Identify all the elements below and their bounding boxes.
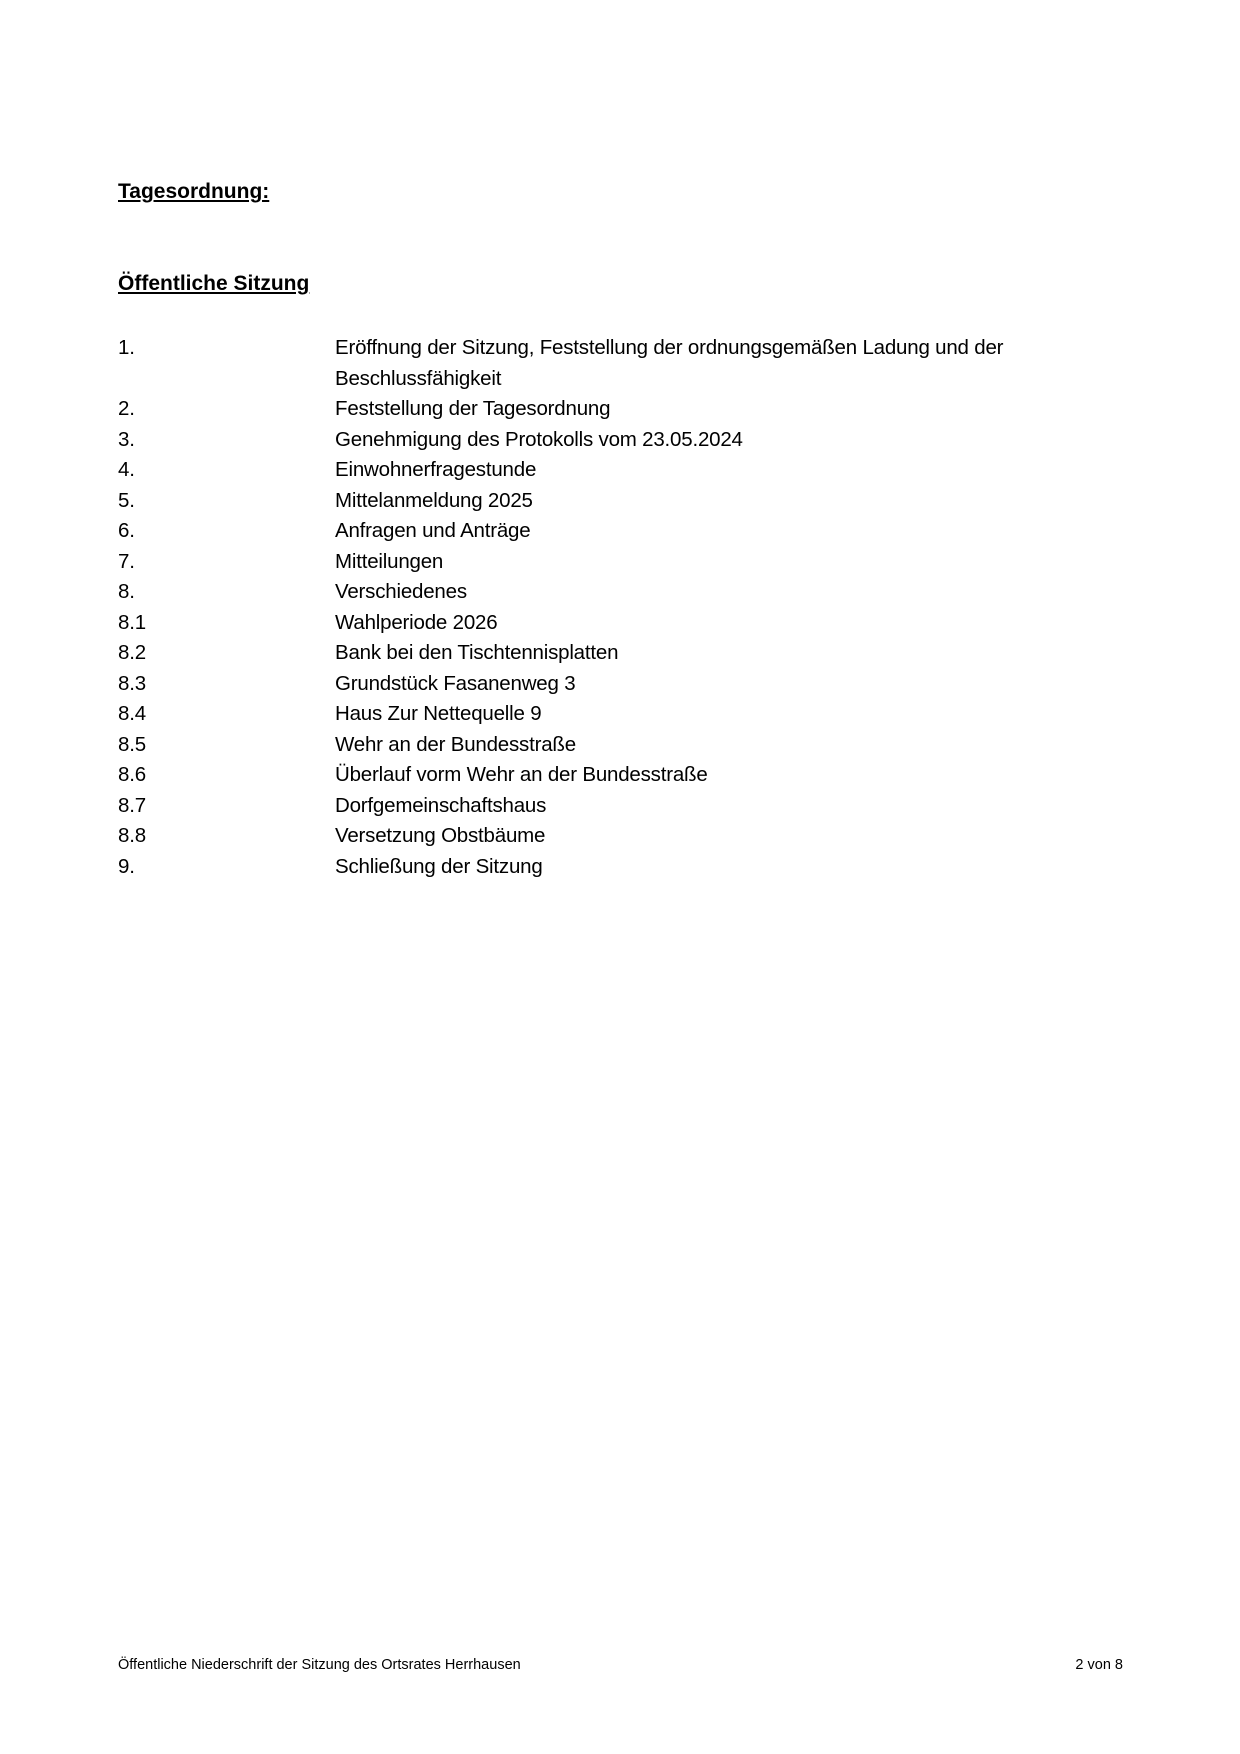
agenda-item [118, 486, 1078, 517]
section-title: Öffentliche Sitzung [118, 272, 310, 295]
agenda-item-text: Dorfgemeinschaftshaus [335, 793, 547, 817]
agenda-item [118, 516, 1078, 547]
agenda-item [118, 547, 1078, 578]
agenda-item-text: Feststellung der Tagesordnung [335, 397, 611, 420]
agenda-item-number: 2. [118, 397, 135, 420]
agenda-item-text: Mitteilungen [335, 549, 444, 573]
agenda-item-text: Haus Zur Nettequelle 9 [335, 702, 542, 725]
agenda-item-number: 8.6 [118, 763, 146, 786]
agenda-item [118, 730, 1078, 761]
agenda-item-number: 6. [118, 519, 135, 542]
agenda-item-text: Anfragen und Anträge [335, 519, 531, 542]
agenda-item [118, 638, 1078, 669]
agenda-list [118, 333, 1078, 882]
agenda-item [118, 821, 1078, 852]
agenda-item-text: Einwohnerfragestunde [335, 458, 537, 481]
agenda-item [118, 455, 1078, 486]
agenda-item-text: Mittelanmeldung 2025 [335, 488, 533, 512]
agenda-item [118, 791, 1078, 822]
agenda-item [118, 394, 1078, 425]
agenda-item-text: Überlauf vorm Wehr an der Bundesstraße [335, 763, 708, 786]
agenda-item-number: 8.7 [118, 793, 146, 817]
agenda-item-text: Genehmigung des Protokolls vom 23.05.2024 [335, 427, 743, 451]
agenda-item-number: 8. [118, 580, 135, 603]
agenda-item [118, 760, 1078, 791]
agenda-item-text: Verschiedenes [335, 580, 467, 603]
agenda-item [118, 608, 1078, 639]
agenda-item-text: Wahlperiode 2026 [335, 610, 498, 634]
agenda-item-number: 8.1 [118, 610, 146, 634]
agenda-item-text: Schließung der Sitzung [335, 854, 543, 878]
agenda-item [118, 669, 1078, 700]
agenda-item-number: 9. [118, 854, 135, 878]
agenda-item-text: Versetzung Obstbäume [335, 824, 546, 847]
page-heading: Tagesordnung: [118, 180, 270, 203]
agenda-item-number: 8.3 [118, 671, 146, 695]
agenda-item [118, 425, 1078, 456]
agenda-item-number: 8.2 [118, 641, 146, 664]
agenda-item-number: 8.5 [118, 732, 146, 756]
agenda-item [118, 333, 1078, 394]
agenda-item-text: Wehr an der Bundesstraße [335, 732, 576, 756]
page-number: 2 von 8 [1075, 1657, 1123, 1673]
agenda-item [118, 577, 1078, 608]
agenda-item-text: Eröffnung der Sitzung, Feststellung der ordnungsgemäßen Ladung und der Beschlussfähigkeit [335, 336, 1004, 390]
footer-title: Öffentliche Niederschrift der Sitzung des Ortsrates Herrhausen [118, 1657, 521, 1673]
agenda-item [118, 699, 1078, 730]
agenda-item-number: 4. [118, 458, 135, 481]
agenda-item [118, 852, 1078, 883]
agenda-item-number: 5. [118, 488, 135, 512]
agenda-item-number: 1. [118, 336, 135, 359]
agenda-item-text: Bank bei den Tischtennisplatten [335, 641, 619, 664]
agenda-item-number: 3. [118, 427, 135, 451]
agenda-item-number: 8.8 [118, 824, 146, 847]
agenda-item-text: Grundstück Fasanenweg 3 [335, 671, 576, 695]
agenda-item-number: 8.4 [118, 702, 146, 725]
agenda-item-number: 7. [118, 549, 135, 573]
